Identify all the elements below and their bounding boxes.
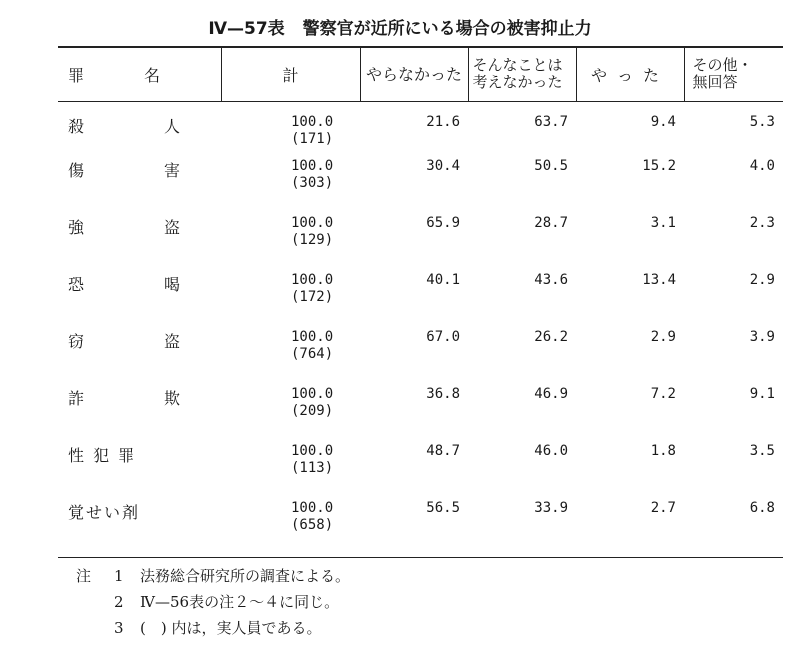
table-number: Ⅳ—57表: [208, 19, 285, 39]
row-total: 100.0 (113): [291, 443, 334, 476]
row-other: 2.3: [749, 215, 775, 231]
table-row: [58, 101, 783, 158]
row-crime-name: 殺 人: [68, 116, 182, 136]
row-other: 5.3: [749, 113, 775, 130]
row-not-considered: 33.9: [468, 500, 576, 557]
row-other: 6.8: [684, 500, 783, 557]
row-not-done: 36.8: [426, 386, 460, 402]
row-other: 4.0: [749, 158, 775, 174]
row-not-considered: 50.5: [534, 158, 568, 174]
row-done: 3.1: [650, 215, 676, 231]
header-crime-name: 罪 名: [58, 47, 221, 101]
row-total: 100.0 (658): [221, 500, 360, 557]
row-not-considered: 46.0: [534, 443, 568, 459]
row-other: 9.1: [749, 386, 775, 402]
row-crime-name: 傷 害: [68, 161, 182, 180]
row-not-done: 65.9: [426, 215, 460, 231]
row-total: 100.0 (303): [291, 158, 334, 191]
row-done: 9.4: [650, 113, 676, 130]
row-other: 3.5: [749, 443, 775, 459]
table-row: [58, 272, 783, 329]
row-total: 100.0 (129): [291, 215, 334, 248]
table-row: [58, 443, 783, 500]
row-not-done: 48.7: [426, 443, 460, 459]
data-table: [58, 46, 783, 558]
table-row: [58, 386, 783, 443]
table-title: [0, 14, 800, 39]
note-2: 2 Ⅳ—56表の注２～４に同じ。: [114, 593, 340, 611]
row-not-considered: 43.6: [534, 272, 568, 288]
row-done: 7.2: [650, 386, 676, 402]
header-not-done: やらなかった: [360, 47, 468, 101]
row-done: 13.4: [642, 272, 676, 288]
row-not-done: 40.1: [426, 272, 460, 288]
row-crime-name: 恐 喝: [68, 275, 182, 294]
notes: [76, 563, 350, 641]
notes-label: 注: [76, 567, 92, 585]
table-row: [58, 215, 783, 272]
row-not-considered: 28.7: [534, 215, 568, 231]
note-3: 3 ( ) 内は，実人員である。: [114, 619, 322, 637]
row-crime-name: 覚せい剤: [58, 500, 221, 557]
row-not-considered: 26.2: [534, 329, 568, 345]
header-done: やった: [576, 47, 684, 101]
row-crime-name: 性 犯 罪: [68, 446, 137, 465]
header-total: 計: [221, 47, 360, 101]
row-not-done: 67.0: [426, 329, 460, 345]
table-title-text: 警察官が近所にいる場合の被害抑止力: [302, 19, 592, 39]
note-1: 注 1 法務総合研究所の調査による。: [76, 563, 350, 589]
header-not-considered: そんなことは 考えなかった: [468, 47, 576, 101]
row-not-done: 30.4: [426, 158, 460, 174]
row-other: 2.9: [749, 272, 775, 288]
row-crime-name: 強 盗: [68, 218, 182, 237]
row-total: 100.0 (172): [291, 272, 334, 305]
row-done: 1.8: [650, 443, 676, 459]
row-total: 100.0 (209): [291, 386, 334, 419]
row-not-considered: 63.7: [534, 113, 568, 130]
row-done: 2.9: [650, 329, 676, 345]
row-done: 2.7: [576, 500, 684, 557]
row-total: 100.0 (764): [291, 329, 334, 362]
row-not-considered: 46.9: [534, 386, 568, 402]
header-other: その他・ 無回答: [684, 47, 783, 101]
row-other: 3.9: [749, 329, 775, 345]
table-row: [58, 500, 783, 557]
table-row: [58, 329, 783, 386]
row-crime-name: 窃 盗: [68, 332, 182, 351]
header-row: [58, 47, 783, 101]
row-done: 15.2: [642, 158, 676, 174]
row-not-done: 56.5: [360, 500, 468, 557]
row-crime-name: 詐 欺: [68, 389, 182, 408]
row-total: 100.0 (171): [291, 113, 334, 147]
table-row: [58, 158, 783, 215]
row-not-done: 21.6: [426, 113, 460, 130]
